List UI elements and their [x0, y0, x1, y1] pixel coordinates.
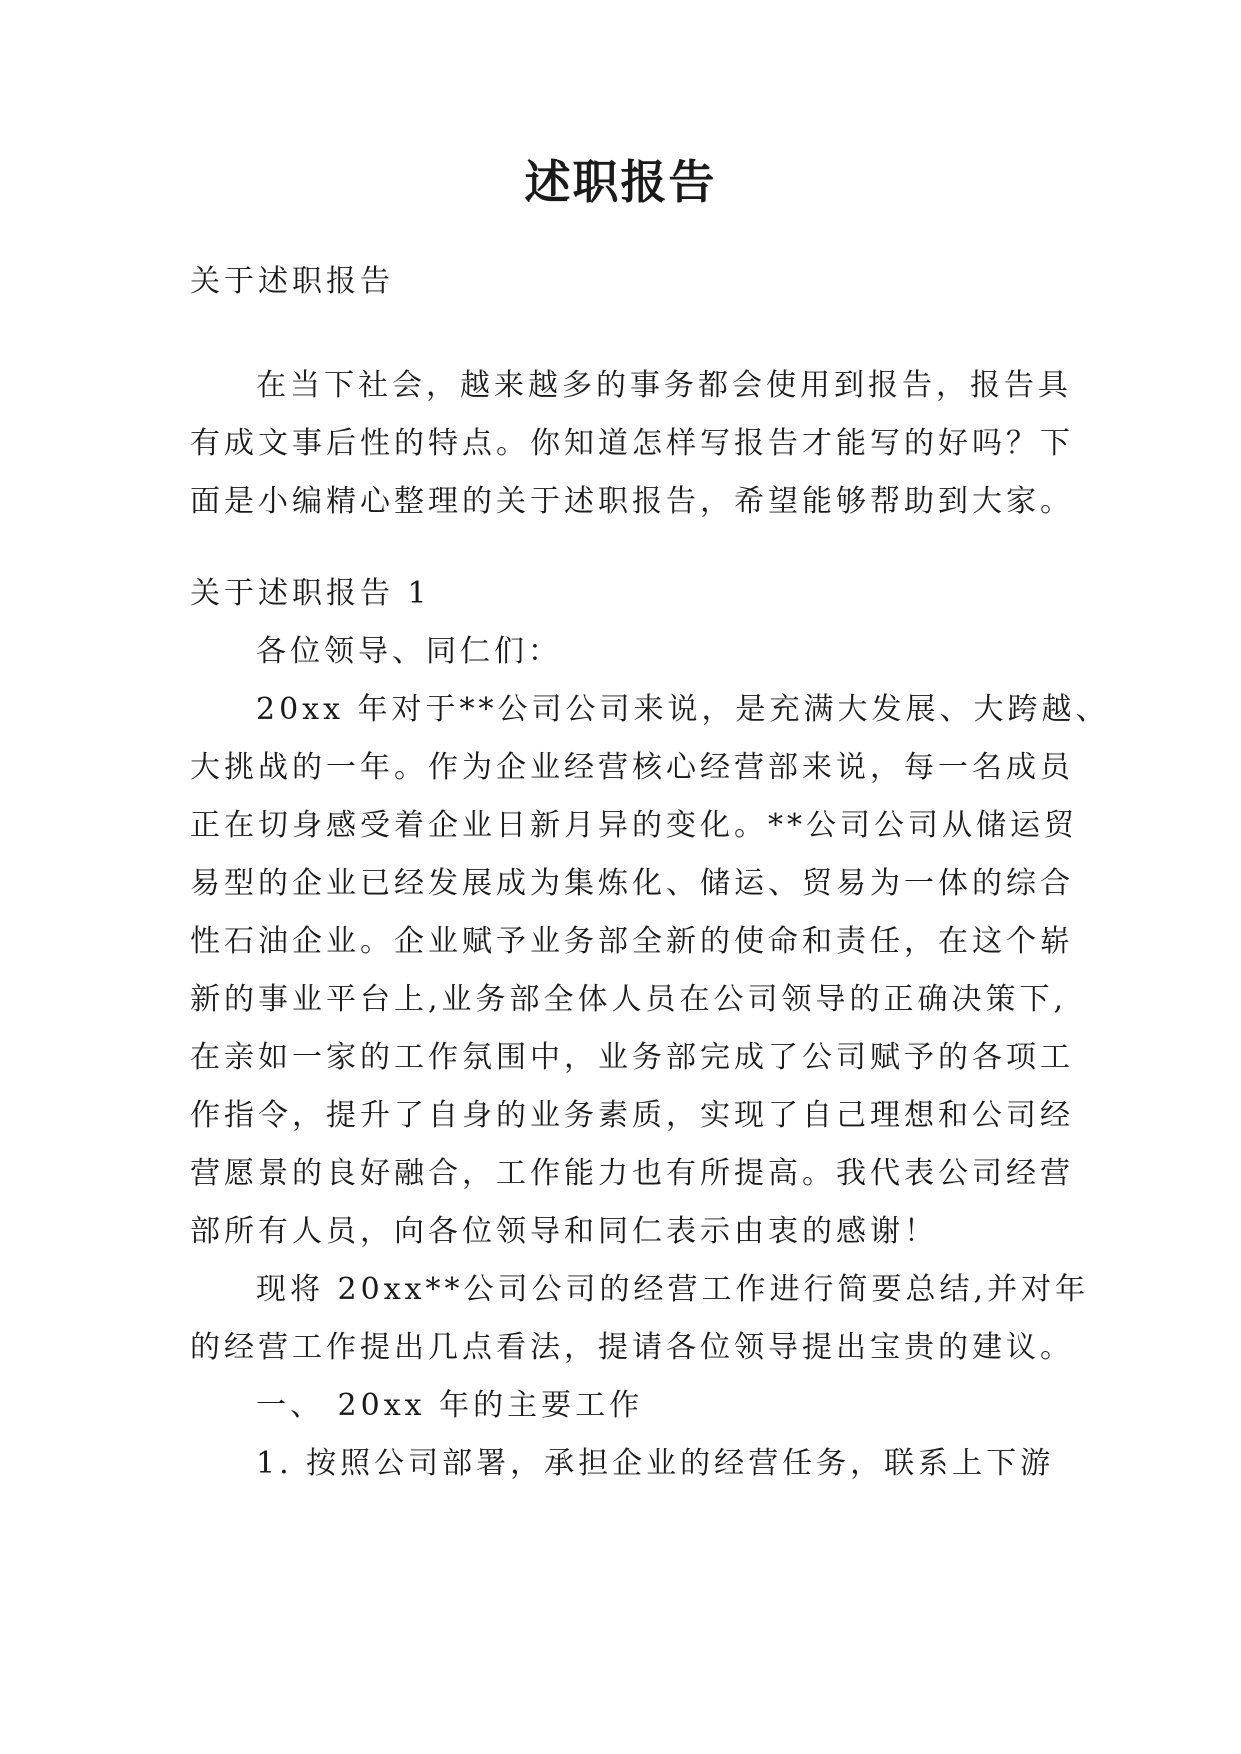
body-line: 部所有人员，向各位领导和同仁表示由衷的感谢！ — [190, 1214, 938, 1249]
intro-paragraph — [190, 357, 1074, 531]
body-line: 作指令，提升了自身的业务素质，实现了自己理想和公司经 — [190, 1098, 1074, 1133]
report-body — [190, 565, 1110, 1493]
body-line: 易型的企业已经发展成为集炼化、储运、贸易为一体的综合 — [190, 866, 1074, 901]
list-item: 1. 按照公司部署，承担企业的经营任务，联系上下游 — [256, 1446, 1055, 1481]
body-line: 的经营工作提出几点看法，提请各位领导提出宝贵的建议。 — [190, 1330, 1074, 1365]
body-line: 大挑战的一年。作为企业经营核心经营部来说，每一名成员 — [190, 750, 1074, 785]
intro-line: 有成文事后性的特点。你知道怎样写报告才能写的好吗？下 — [190, 426, 1074, 461]
intro-line: 面是小编精心整理的关于述职报告，希望能够帮助到大家。 — [190, 484, 1074, 519]
intro-line: 在当下社会，越来越多的事务都会使用到报告，报告具 — [256, 368, 1072, 403]
body-line: 新的事业平台上,业务部全体人员在公司领导的正确决策下, — [190, 982, 1068, 1017]
subsection-heading: 一、 20xx 年的主要工作 — [256, 1388, 644, 1423]
body-line: 营愿景的良好融合，工作能力也有所提高。我代表公司经营 — [190, 1156, 1074, 1191]
section-heading: 关于述职报告 1 — [190, 576, 431, 611]
body-line: 性石油企业。企业赋予业务部全新的使命和责任，在这个崭 — [190, 924, 1074, 959]
body-line: 正在切身感受着企业日新月异的变化。**公司公司从储运贸 — [190, 808, 1078, 843]
subtitle: 关于述职报告 — [190, 264, 394, 299]
body-line: 在亲如一家的工作氛围中，业务部完成了公司赋予的各项工 — [190, 1040, 1074, 1075]
salutation: 各位领导、同仁们： — [256, 634, 562, 669]
body-line: 20xx 年对于**公司公司来说，是充满大发展、大跨越、 — [256, 692, 1110, 727]
document-title: 述职报告 — [524, 155, 717, 209]
body-line: 现将 20xx**公司公司的经营工作进行简要总结,并对年 — [256, 1272, 1090, 1307]
subtitle-block — [190, 253, 1070, 311]
